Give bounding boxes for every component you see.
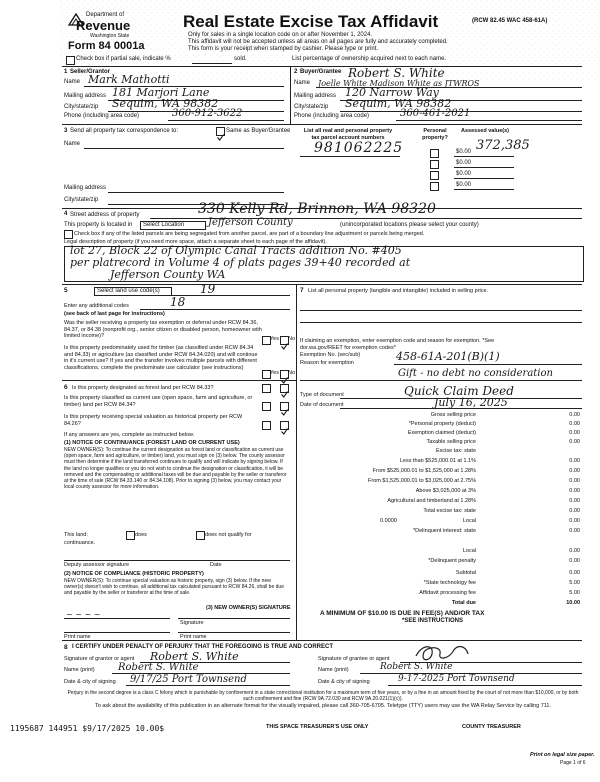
check-icon [281,343,288,350]
forest-no-checkbox[interactable] [280,384,289,393]
current-use-no-checkbox[interactable] [280,402,289,411]
tax-row-label: Local [462,548,476,554]
tax-row-label: *Delinquent interest: state [413,528,476,534]
list-percentage-note: List percentage of ownership acquired next to each name. [292,56,447,62]
parcel-number-1[interactable]: 981062225 [314,140,404,156]
tax-row-label: Taxable selling price [426,439,476,445]
seller-name-field[interactable]: Mark Mathotti [88,73,170,86]
reason-field[interactable]: Gift - no debt no consideration [398,368,553,379]
assessed-value-1: $0.00 [456,149,472,155]
grantor-signature[interactable]: Robert S. White [150,650,239,663]
check-icon [217,134,224,141]
tax-row-label: From $1,525,000.01 to $3,025,000 at 2.75% [368,478,476,484]
tax-row-label: Agricultural and timberland at 1.28% [387,498,476,504]
tax-row-label: Above $3,025,000 at 3% [415,488,476,494]
buyer-mailing-field[interactable]: 120 Narrow Way [345,86,439,99]
tax-row-label: Affidavit processing fee [419,590,476,596]
personal-property-checkbox-3[interactable] [430,171,439,180]
tax-row-label: Less than $525,000.01 at 1.1% [399,458,476,464]
location-value[interactable]: Jefferson County [208,217,293,228]
historic-no-checkbox[interactable] [280,421,289,430]
dept-line2: Revenue [76,18,131,33]
legal-line-1: lot 27, Block 22 of Olympic Canal Tracts addition No. #405 [70,244,402,257]
current-use-yes-checkbox[interactable] [262,402,271,411]
tax-row-value: 0.00 [569,478,580,484]
tax-row-value: 0.00 [569,508,580,514]
check-icon [281,409,288,416]
seller-city-field[interactable]: Sequim, WA 98382 [112,97,219,110]
tax-row-value: 0.00 [569,548,580,554]
minimum-due-note: A MINIMUM OF $10.00 IS DUE IN FEE(S) AND/OR TAX [320,610,485,617]
historic-yes-checkbox[interactable] [262,421,271,430]
page-number: Page 1 of 6 [560,760,586,766]
assessed-value-handwritten[interactable]: 372,385 [476,138,530,153]
legal-size-note: Print on legal size paper. [530,752,595,758]
assessed-value-3: $0.00 [456,171,472,177]
form-title: Real Estate Excise Tax Affidavit [183,12,439,31]
sold-label: sold. [234,56,247,62]
tax-row-label: Gross selling price [430,412,476,418]
seller-mailing-field[interactable]: 181 Marjori Lane [112,86,210,99]
tax-row-value: 0.00 [569,421,580,427]
land-use-select[interactable]: Select land use code(s) [94,287,172,296]
header-note-2: This affidavit will not be accepted unless all areas on all pages are fully and accurately completed. [188,39,448,45]
document-type-field[interactable]: Quick Claim Deed [404,384,514,398]
personal-property-checkbox-1[interactable] [430,149,439,158]
tax-row-label: Excise tax: state [435,448,476,454]
location-select[interactable]: Select Location [140,221,206,230]
assessed-value-2: $0.00 [456,160,472,166]
grantee-date-city[interactable]: 9-17-2025 Port Townsend [398,674,515,684]
form-number: Form 84 0001a [68,40,145,52]
tax-row-value: 5.00 [569,580,580,586]
buyer-name-field[interactable]: Robert S. White [348,66,445,80]
dept-line1: Department of [86,12,125,18]
personal-property-checkbox-2[interactable] [430,160,439,169]
document-date-field[interactable]: July 16, 2025 [434,396,508,409]
tax-row-value: 0.00 [569,518,580,524]
tax-row-label: *State technology fee [423,580,476,586]
treasurer-use-label: THIS SPACE TREASURER'S USE ONLY [266,724,369,730]
grantor-name-print[interactable]: Robert S. White [118,662,199,673]
grantor-date-city[interactable]: 9/17/25 Port Townsend [130,674,247,685]
land-use-value[interactable]: 19 [200,282,216,296]
assessed-value-4: $0.00 [456,182,472,188]
tax-row-label: *Delinquent penalty [428,558,476,564]
buyer-name-line2[interactable]: Joelle White Madison White as JTWROS [318,79,480,88]
tax-row-value: 0.00 [569,570,580,576]
legal-line-2: per platrecord in Volume 4 of plats pages 39+40 recorded at [70,256,411,269]
header-note-1: Only for sales in a single location code on or after November 1, 2024. [188,32,373,38]
buyer-phone-field[interactable]: 360-461-2021 [400,108,471,119]
tax-row-value: 0.00 [569,439,580,445]
tax-row-value: 0.00 [569,458,580,464]
county-treasurer-label: COUNTY TREASURER [462,724,521,730]
form-rcw: (RCW 82.45 WAC 458-61A) [472,18,548,24]
does-not-qualify-checkbox[interactable] [196,531,205,540]
tax-row-label: Subtotal [455,570,476,576]
tax-row-value: 5.00 [569,590,580,596]
see-instructions: *SEE INSTRUCTIONS [402,618,464,624]
cashier-stamp: 1195687 144951 $9/17/2025 10.00$ [10,724,165,733]
tax-row-value: 0.00 [569,558,580,564]
dept-line3: Washington State [90,33,130,39]
tax-row-value: 0.00 [569,498,580,504]
partial-sale-label: Check box if partial sale, indicate % [76,56,171,62]
buyer-heading: Buyer/Grantee [300,69,342,75]
alt-format-notice: To ask about the availability of this publication in an alternate format for the visually impaired, please call 360-705-6705. Teletype (TTY) users may use the WA Relay Service by calling 711. [94,703,552,709]
street-address-field[interactable]: 330 Kelly Rd, Brinnon, WA 98320 [198,201,436,217]
tax-row-label: Total due [451,600,476,606]
does-qualify-checkbox[interactable] [126,531,135,540]
grantee-name-print[interactable]: Robert S. White [380,662,453,672]
tax-row-value: 0.00 [569,412,580,418]
total-due-value: 10.00 [566,600,580,606]
tax-row-value: 0.00 [569,468,580,474]
seller-phone-field[interactable]: 360-912-3622 [172,108,243,119]
grantee-signature[interactable] [412,642,472,664]
header-note-3: This form is your receipt when stamped by cashier. Please type or print. [188,46,379,52]
check-icon [281,428,288,435]
additional-code-value[interactable]: 18 [170,295,186,309]
buyer-city-field[interactable]: Sequim, WA 98382 [345,97,452,110]
perjury-notice: Perjury in the second degree is a class C felony which is punishable by confinement in a state correctional institution for a maximum term of five years, or by a fine in an amount fixed by the court of not more than $10,000, or by both such confinement and fine (RCW 9A.72.030 and RCW 9A.20.021(1)(c)). [67,690,579,702]
same-as-buyer-checkbox[interactable] [216,127,225,136]
partial-sale-checkbox[interactable] [66,56,75,65]
tax-row-label: Total excise tax: state [423,508,476,514]
segregated-checkbox[interactable] [64,230,73,239]
tax-row-value: 0.00 [569,488,580,494]
seller-heading: Seller/Grantor [70,69,111,75]
local-rate: 0.0000 [380,518,397,524]
tax-row-label: Local [462,518,476,524]
tax-row-value: 0.00 [569,528,580,534]
personal-property-checkbox-4[interactable] [430,182,439,191]
tax-row-value: 0.00 [569,430,580,436]
tax-row-label: *Personal property (deduct) [408,421,476,427]
exemption-number-field[interactable]: 458-61A-201(B)(1) [396,350,500,363]
legal-line-3: Jefferson County WA [110,268,226,281]
tax-row-label: Exemption claimed (deduct) [407,430,476,436]
tax-row-label: From $525,000.01 to $1,525,000 at 1.28% [372,468,476,474]
check-icon [281,391,288,398]
forest-yes-checkbox[interactable] [262,384,271,393]
